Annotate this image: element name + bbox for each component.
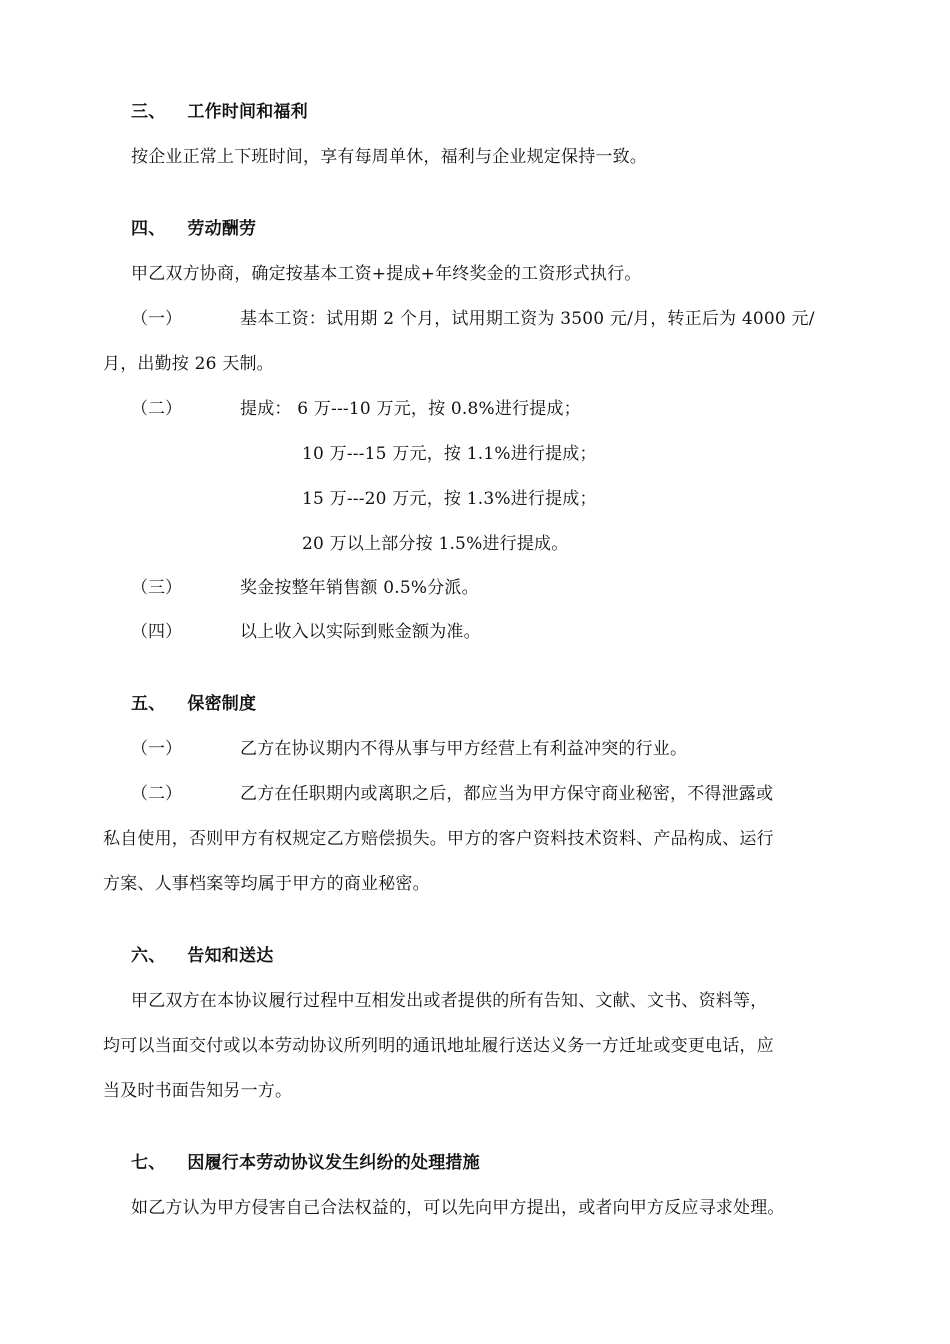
section-4-item-2-line-1: 提成： 6 万---10 万元，按 0.8%进行提成； <box>240 399 581 419</box>
section-4-item-1-line-1: 基本工资：试用期 2 个月，试用期工资为 3500 元/月，转正后为 4000 元/ <box>240 309 815 329</box>
section-3-number: 三、 <box>131 102 166 122</box>
section-4-heading <box>131 217 256 241</box>
section-6-line-3: 当及时书面告知另一方。 <box>103 1081 293 1101</box>
section-4-item-2-line-3: 15 万---20 万元，按 1.3%进行提成； <box>302 489 597 509</box>
section-6-heading <box>131 944 273 968</box>
section-5-number: 五、 <box>131 694 166 714</box>
section-4-item-3-line-1: 奖金按整年销售额 0.5%分派。 <box>240 578 479 598</box>
section-5-heading <box>131 692 256 716</box>
section-7-title: 因履行本劳动协议发生纠纷的处理措施 <box>187 1153 480 1173</box>
section-5-title: 保密制度 <box>187 694 257 714</box>
section-4-item-4-label: （四） <box>131 622 182 642</box>
section-5-item-2-line-3: 方案、人事档案等均属于甲方的商业秘密。 <box>103 874 430 894</box>
section-6-title: 告知和送达 <box>187 946 274 966</box>
section-4-item-3-label: （三） <box>131 578 182 598</box>
section-5-item-1-label: （一） <box>131 739 182 759</box>
section-6-number: 六、 <box>131 946 166 966</box>
section-6-line-1: 甲乙双方在本协议履行过程中互相发出或者提供的所有告知、文献、文书、资料等， <box>131 991 768 1011</box>
section-4-item-2-label: （二） <box>131 399 182 419</box>
section-4-item-2-line-4: 20 万以上部分按 1.5%进行提成。 <box>302 534 569 554</box>
section-4-item-1-line-2: 月，出勤按 26 天制。 <box>103 354 274 374</box>
section-5-item-2-line-1: 乙方在任职期内或离职之后，都应当为甲方保守商业秘密，不得泄露或 <box>240 784 774 804</box>
section-4-title: 劳动酬劳 <box>187 219 257 239</box>
section-3-title: 工作时间和福利 <box>187 102 308 122</box>
section-5-item-2-line-2: 私自使用，否则甲方有权规定乙方赔偿损失。甲方的客户资料技术资料、产品构成、运行 <box>103 829 774 849</box>
section-5-item-2-label: （二） <box>131 784 182 804</box>
section-4-item-2-line-2: 10 万---15 万元，按 1.1%进行提成； <box>302 444 597 464</box>
section-3-body: 按企业正常上下班时间，享有每周单休，福利与企业规定保持一致。 <box>131 147 647 167</box>
section-7-heading <box>131 1151 480 1175</box>
section-7-line-1: 如乙方认为甲方侵害自己合法权益的，可以先向甲方提出，或者向甲方反应寻求处理。 <box>131 1198 785 1218</box>
section-3-heading <box>131 100 308 124</box>
section-6-line-2: 均可以当面交付或以本劳动协议所列明的通讯地址履行送达义务一方迁址或变更电话，应 <box>103 1036 774 1056</box>
section-4-item-1-label: （一） <box>131 309 182 329</box>
section-5-item-1-line-1: 乙方在协议期内不得从事与甲方经营上有利益冲突的行业。 <box>240 739 688 759</box>
section-4-number: 四、 <box>131 219 166 239</box>
section-7-number: 七、 <box>131 1153 166 1173</box>
section-4-item-4-line-1: 以上收入以实际到账金额为准。 <box>240 622 481 642</box>
section-4-intro: 甲乙双方协商，确定按基本工资+提成+年终奖金的工资形式执行。 <box>131 264 642 284</box>
